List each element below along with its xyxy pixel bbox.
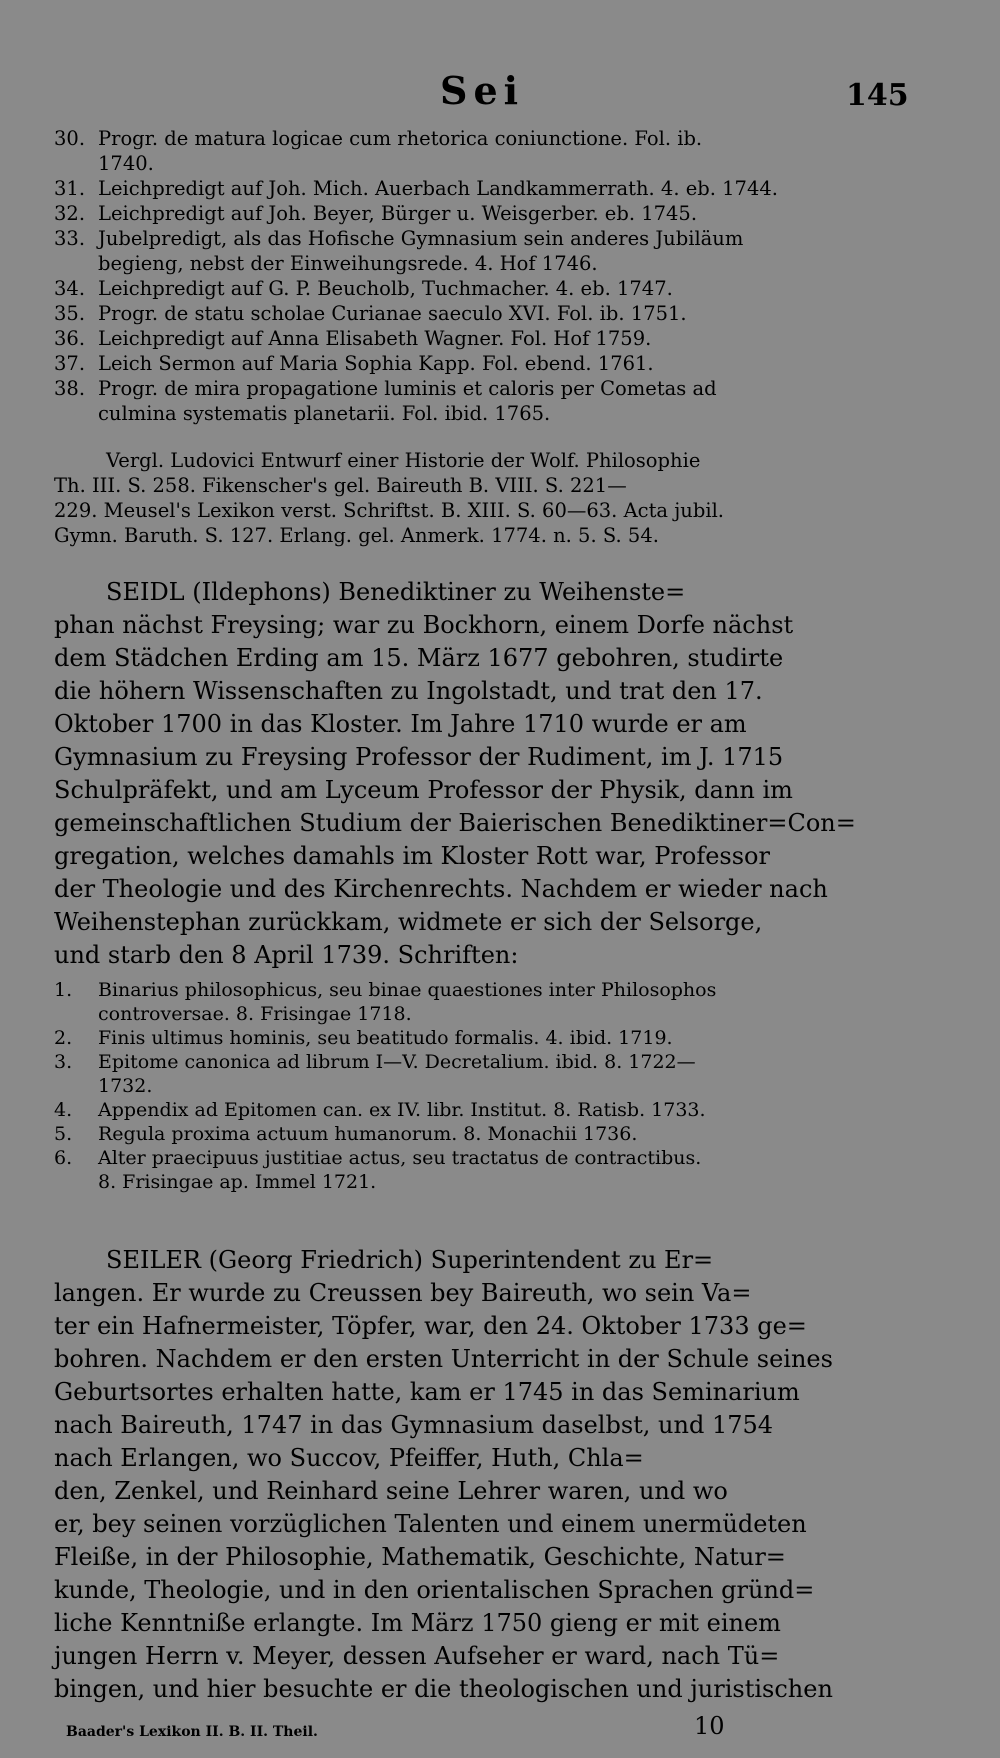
work-item bbox=[54, 1026, 934, 1050]
item-continuation: culmina systematis planetarii. Fol. ibid. 1765. bbox=[98, 402, 551, 425]
item-text: Progr. de statu scholae Curianae saeculo XVI. Fol. ib. 1751. bbox=[98, 302, 687, 325]
item-number: 34. bbox=[54, 277, 86, 300]
item-number: 36. bbox=[54, 327, 86, 350]
reference-line: Vergl. Ludovici Entwurf einer Historie der Wolf. Philosophie bbox=[106, 449, 701, 472]
item-number: 32. bbox=[54, 202, 86, 225]
seiler-text-line: bingen, und hier besuchte er die theologischen und juristischen bbox=[54, 1675, 833, 1703]
seidl-text-line: gemeinschaftlichen Studium der Baierischen Benediktiner=Con= bbox=[54, 809, 856, 837]
seidl-text-line: die höhern Wissenschaften zu Ingolstadt, und trat den 17. bbox=[54, 677, 763, 705]
seiler-text-line: Fleiße, in der Philosophie, Mathematik, Geschichte, Natur= bbox=[54, 1543, 786, 1571]
work-item bbox=[54, 1146, 934, 1170]
item-number: 4. bbox=[54, 1099, 73, 1121]
work-item bbox=[54, 1098, 934, 1122]
item-text: Binarius philosophicus, seu binae quaestiones inter Philosophos bbox=[98, 979, 717, 1001]
item-text: Appendix ad Epitomen can. ex IV. libr. Institut. 8. Ratisb. 1733. bbox=[98, 1099, 706, 1121]
reference-line: 229. Meusel's Lexikon verst. Schriftst. B. XIII. S. 60—63. Acta jubil. bbox=[54, 499, 724, 522]
work-item bbox=[54, 1050, 934, 1074]
bibliography-list-previous-entry bbox=[54, 126, 934, 426]
seidl-text-line: der Theologie und des Kirchenrechts. Nachdem er wieder nach bbox=[54, 875, 828, 903]
seidl-text-line: dem Städchen Erding am 15. März 1677 gebohren, studirte bbox=[54, 644, 784, 672]
seiler-text-line: er, bey seinen vorzüglichen Talenten und einem unermüdeten bbox=[54, 1510, 807, 1538]
entry-seiler-biography bbox=[54, 1244, 954, 1706]
item-text: Leichpredigt auf Anna Elisabeth Wagner. Fol. Hof 1759. bbox=[98, 327, 652, 350]
item-text: Jubelpredigt, als das Hofische Gymnasium sein anderes Jubiläum bbox=[98, 227, 744, 250]
bibliography-item bbox=[54, 326, 934, 351]
seiler-text-line: ter ein Hafnermeister, Töpfer, war, den 24. Oktober 1733 ge= bbox=[54, 1312, 807, 1340]
item-text: Finis ultimus hominis, seu beatitudo formalis. 4. ibid. 1719. bbox=[98, 1027, 673, 1049]
seiler-text-line: nach Baireuth, 1747 in das Gymnasium daselbst, und 1754 bbox=[54, 1411, 774, 1439]
printer-signature: Baader's Lexikon II. B. II. Theil. bbox=[66, 1724, 318, 1740]
item-number: 6. bbox=[54, 1147, 73, 1169]
item-continuation: begieng, nebst der Einweihungsrede. 4. Hof 1746. bbox=[98, 252, 598, 275]
seidl-text-line: phan nächst Freysing; war zu Bockhorn, einem Dorfe nächst bbox=[54, 611, 794, 639]
bibliography-item bbox=[54, 201, 934, 226]
item-number: 33. bbox=[54, 227, 86, 250]
item-number: 31. bbox=[54, 177, 86, 200]
item-text: Progr. de matura logicae cum rhetorica coniunctione. Fol. ib. bbox=[98, 127, 703, 150]
bibliography-item bbox=[54, 301, 934, 326]
reference-line: Gymn. Baruth. S. 127. Erlang. gel. Anmerk. 1774. n. 5. S. 54. bbox=[54, 524, 659, 547]
seidl-text-line: und starb den 8 April 1739. Schriften: bbox=[54, 941, 519, 969]
work-item bbox=[54, 1122, 934, 1146]
seidl-text-line: Oktober 1700 in das Kloster. Im Jahre 1710 wurde er am bbox=[54, 710, 747, 738]
seiler-text-line: nach Erlangen, wo Succov, Pfeiffer, Huth, Chla= bbox=[54, 1444, 644, 1472]
seiler-text-line: bohren. Nachdem er den ersten Unterricht in der Schule seines bbox=[54, 1345, 833, 1373]
seidl-text-line: Schulpräfekt, und am Lyceum Professor der Physik, dann im bbox=[54, 776, 793, 804]
bibliography-item bbox=[54, 376, 934, 401]
bibliography-item bbox=[54, 176, 934, 201]
signature-mark: 10 bbox=[694, 1712, 725, 1740]
references-paragraph bbox=[54, 448, 724, 548]
work-item bbox=[54, 978, 934, 1002]
seidl-text-line: gregation, welches damahls im Kloster Rott war, Professor bbox=[54, 842, 770, 870]
item-continuation: 1732. bbox=[98, 1075, 153, 1097]
item-number: 35. bbox=[54, 302, 86, 325]
item-continuation: 1740. bbox=[98, 152, 154, 175]
bibliography-item bbox=[54, 226, 934, 251]
seidl-text-line: Weihenstephan zurückkam, widmete er sich der Selsorge, bbox=[54, 908, 763, 936]
seiler-text-line: Geburtsortes erhalten hatte, kam er 1745 in das Seminarium bbox=[54, 1378, 800, 1406]
seiler-text-line: den, Zenkel, und Reinhard seine Lehrer waren, und wo bbox=[54, 1477, 728, 1505]
reference-line: Th. III. S. 258. Fikenscher's gel. Baireuth B. VIII. S. 221— bbox=[54, 474, 627, 497]
item-text: Epitome canonica ad librum I—V. Decretalium. ibid. 8. 1722— bbox=[98, 1051, 696, 1073]
bibliography-item bbox=[54, 351, 934, 376]
running-header-title: Sei bbox=[440, 68, 525, 113]
seidl-works-list bbox=[54, 978, 934, 1194]
seidl-text-line: SEIDL (Ildephons) Benediktiner zu Weihenste= bbox=[106, 578, 686, 606]
seidl-text-line: Gymnasium zu Freysing Professor der Rudiment, im J. 1715 bbox=[54, 743, 784, 771]
item-text: Leichpredigt auf G. P. Beucholb, Tuchmacher. 4. eb. 1747. bbox=[98, 277, 673, 300]
seiler-text-line: SEILER (Georg Friedrich) Superintendent zu Er= bbox=[106, 1246, 714, 1274]
seiler-text-line: kunde, Theologie, und in den orientalischen Sprachen gründ= bbox=[54, 1576, 815, 1604]
item-number: 38. bbox=[54, 377, 86, 400]
item-text: Leichpredigt auf Joh. Mich. Auerbach Landkammerrath. 4. eb. 1744. bbox=[98, 177, 778, 200]
item-number: 5. bbox=[54, 1123, 73, 1145]
page-number: 145 bbox=[846, 78, 909, 113]
item-text: Regula proxima actuum humanorum. 8. Monachii 1736. bbox=[98, 1123, 638, 1145]
item-text: Alter praecipuus justitiae actus, seu tractatus de contractibus. bbox=[98, 1147, 702, 1169]
item-continuation: 8. Frisingae ap. Immel 1721. bbox=[98, 1171, 377, 1193]
item-text: Leich Sermon auf Maria Sophia Kapp. Fol. ebend. 1761. bbox=[98, 352, 654, 375]
seiler-text-line: langen. Er wurde zu Creussen bey Baireuth, wo sein Va= bbox=[54, 1279, 752, 1307]
item-number: 30. bbox=[54, 127, 86, 150]
bibliography-item bbox=[54, 126, 934, 151]
entry-seidl-biography bbox=[54, 576, 954, 972]
item-text: Leichpredigt auf Joh. Beyer, Bürger u. Weisgerber. eb. 1745. bbox=[98, 202, 698, 225]
seiler-text-line: jungen Herrn v. Meyer, dessen Aufseher er ward, nach Tü= bbox=[54, 1642, 780, 1670]
item-number: 2. bbox=[54, 1027, 73, 1049]
item-number: 3. bbox=[54, 1051, 73, 1073]
bibliography-item bbox=[54, 276, 934, 301]
item-number: 37. bbox=[54, 352, 86, 375]
seiler-text-line: liche Kenntniße erlangte. Im März 1750 gieng er mit einem bbox=[54, 1609, 781, 1637]
item-continuation: controversae. 8. Frisingae 1718. bbox=[98, 1003, 412, 1025]
item-text: Progr. de mira propagatione luminis et caloris per Cometas ad bbox=[98, 377, 717, 400]
item-number: 1. bbox=[54, 979, 73, 1001]
